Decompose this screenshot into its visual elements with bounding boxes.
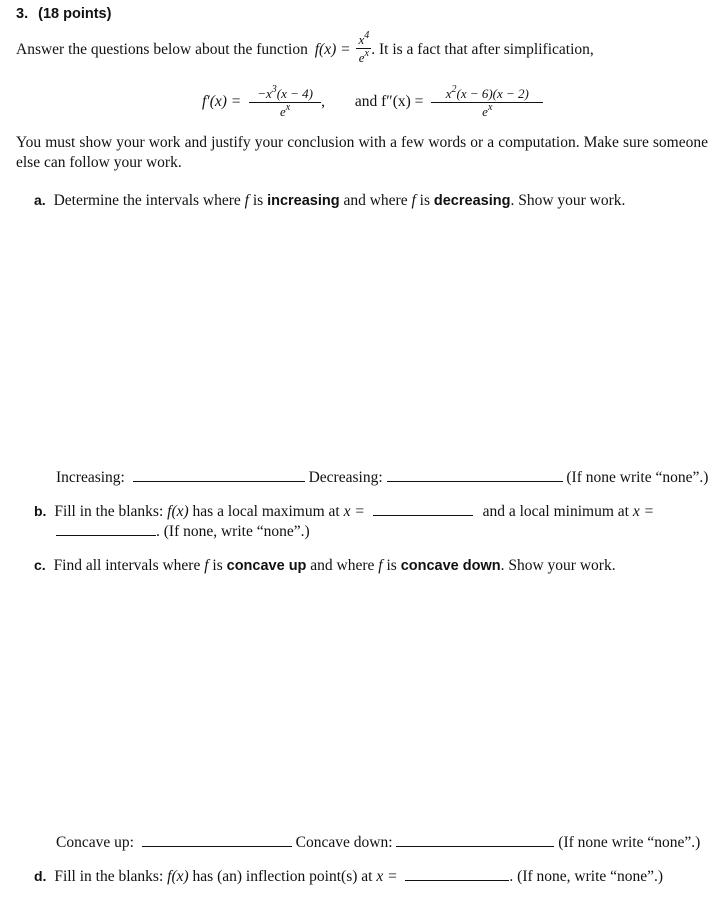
part-a-none-note: (If none write “none”.) [566,469,709,486]
problem-number: 3. [16,6,29,22]
part-b-continuation [56,523,310,541]
function-numerator: $x^4$ [358,30,370,47]
fdouble-denominator: $e^x$ [482,101,493,119]
concave-up-blank[interactable] [142,845,292,847]
decreasing-keyword: decreasing [433,193,511,209]
part-c-letter: c. [34,557,46,573]
problem-points: (18 points) [38,6,112,22]
concave-up-label: Concave up: [56,834,134,851]
part-c-answer-line [56,834,700,852]
decreasing-blank[interactable] [387,480,563,482]
concave-down-keyword: concave down [400,558,501,574]
part-b-prompt: b. Fill in the blanks: f(x) has a local maximum at x = and a local minimum at x = [34,503,655,520]
local-min-blank[interactable] [56,534,156,536]
part-d-note: . (If none, write “none”.) [509,868,664,885]
problem-header [16,6,111,22]
concave-down-label: Concave down: [295,834,393,851]
part-b-letter: b. [34,503,47,519]
concave-up-keyword: concave up [226,558,307,574]
intro-line [16,30,594,68]
part-a-answer-line [56,469,708,487]
decreasing-label: Decreasing: [308,469,383,486]
fprime-comma: , [321,93,325,110]
intro-tail: . It is a fact that after simplification, [371,41,594,59]
fdouble-fraction [431,85,543,120]
part-b-note: . (If none, write “none”.) [156,523,310,540]
local-max-blank[interactable] [373,514,473,516]
fprime-fraction [249,85,321,120]
function-denominator: $e^x$ [358,48,369,65]
part-a-prompt: a. Determine the intervals where f is increasing and where f is decreasing. Show your work. [34,192,626,209]
fdouble-numerator: $x^2(x - 6)(x - 2)$ [431,85,543,103]
increasing-blank[interactable] [133,480,305,482]
concave-down-blank[interactable] [396,845,554,847]
fprime-denominator: $e^x$ [279,101,291,119]
fdouble-label: and f″(x) = [354,93,424,110]
increasing-keyword: increasing [267,193,340,209]
intro-lead: Answer the questions below about the function [16,41,308,59]
part-c-none-note: (If none write “none”.) [558,834,701,851]
part-a-letter: a. [34,192,46,208]
part-d-letter: d. [34,868,47,884]
fprime-numerator: $-x^3(x - 4)$ [249,85,321,103]
part-d-prompt: d. Fill in the blanks: f(x) has (an) inflection point(s) at x = . (If none, write “none”.) [34,868,664,885]
function-label: f(x) = [314,41,351,59]
inflection-blank[interactable] [405,879,509,881]
fprime-label: f′(x) = [202,93,242,110]
instructions-paragraph: You must show your work and justify your conclusion with a few words or a computation. Make sure someone else can follow your work. [16,134,708,171]
part-c-prompt: c. Find all intervals where f is concave up and where f is concave down. Show your work. [34,557,616,574]
function-fraction [356,31,371,66]
derivatives-display [202,82,543,122]
increasing-label: Increasing: [56,469,125,486]
